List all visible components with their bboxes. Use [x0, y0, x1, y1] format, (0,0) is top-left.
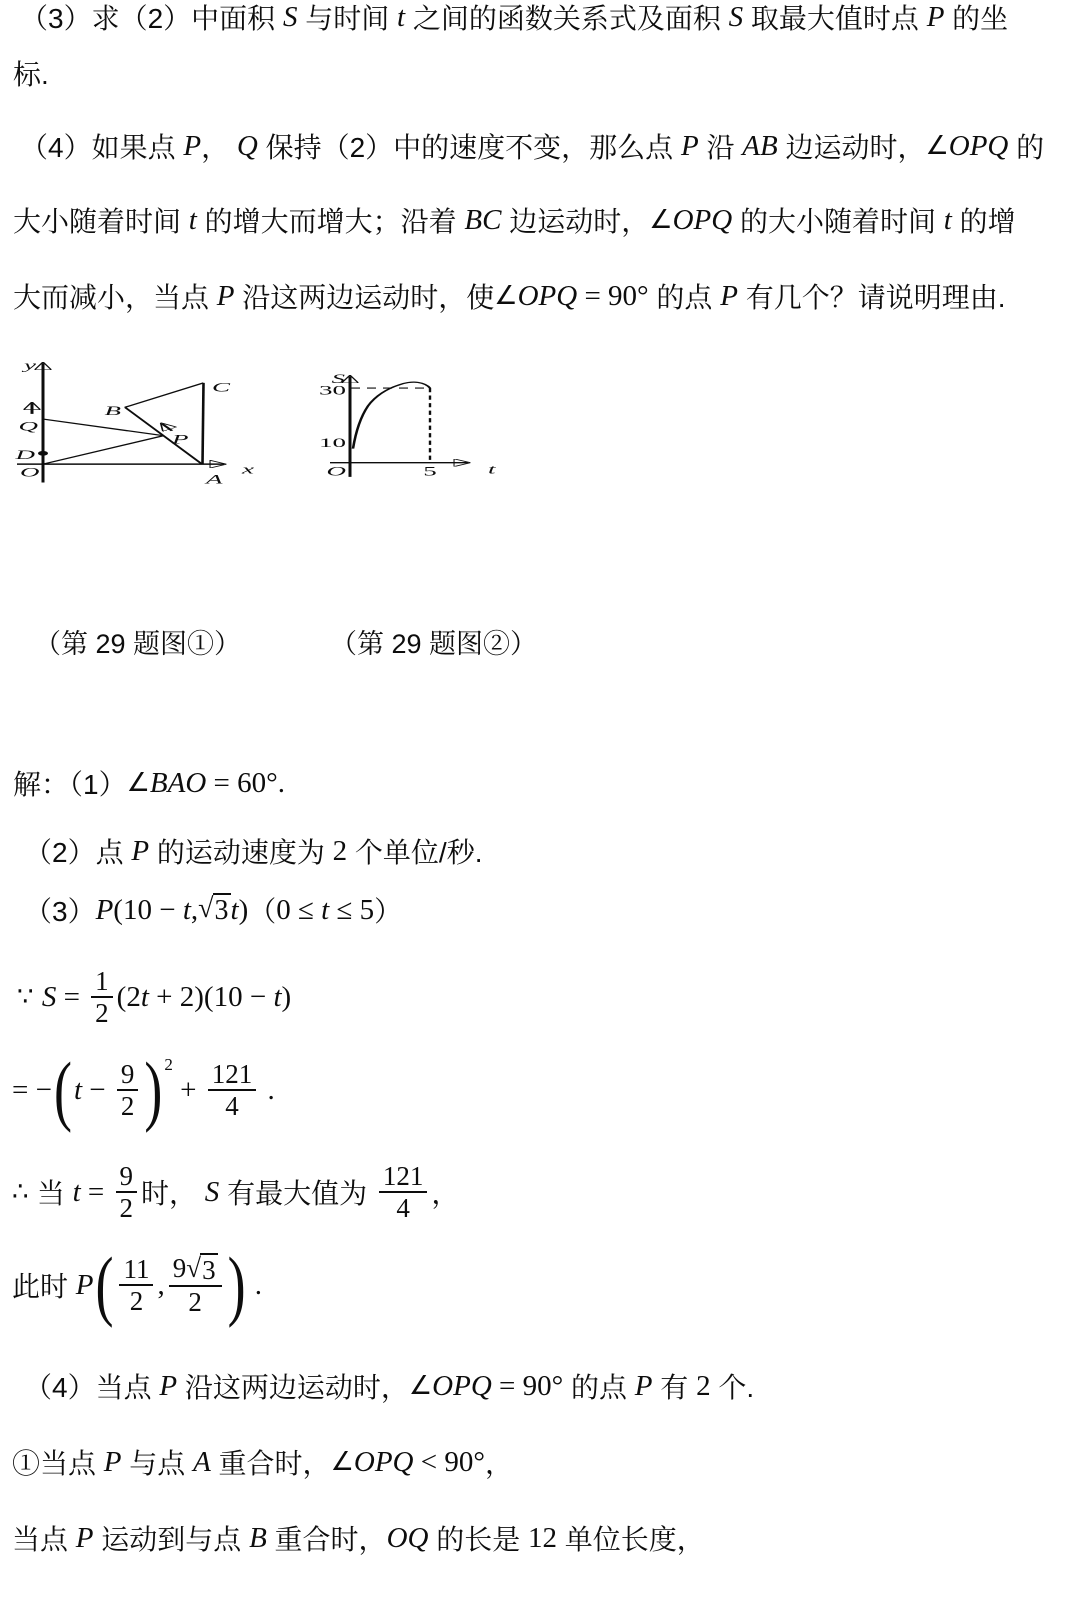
fig1-point-q-label: Q: [18, 418, 38, 434]
fig1-p-motion-arrow: [162, 424, 172, 431]
solution-line-10: 当点 P 运动到与点 B 重合时， OQ 的长是 12 单位长度，: [12, 1521, 705, 1555]
fig1-x-axis-label: x: [242, 462, 254, 477]
problem-line-5: 大而减小，当点 P 沿这两边运动时，使 ∠ OPQ = 90° 的点 P 有几个？请说明理由.: [13, 279, 1006, 313]
fig1-point-a-label: A: [206, 471, 223, 487]
fig2-t-axis-label: t: [488, 462, 496, 477]
solution-line-6: ∴ 当 t = $\frac{9}{2}$ 时， S 有最大值为 $\frac{121}{4}$ ，: [12, 1160, 460, 1223]
solution-line-5: = − ( t − $\frac{9}{2}$ ) 2 + $\frac{121}{4}$ .: [12, 1046, 275, 1134]
problem-line-1: （3）求（2）中面积 S 与时间 t 之间的函数关系式及面积 S 取最大值时点 P 的坐: [20, 0, 1009, 34]
figure1-caption: （第 29 题图①）: [33, 629, 242, 659]
fig2-tick-10: 10: [319, 435, 346, 451]
problem-line-4: 大小随着时间 t 的增大而增大；沿着 BC 边运动时， ∠ OPQ 的大小随着时间 t 的增: [13, 203, 1016, 237]
fig2-origin-label: O: [326, 463, 346, 479]
fig2-s-curve: [353, 382, 430, 449]
fig1-side-ca: [203, 383, 204, 464]
solution-line-2: （2）点 P 的运动速度为 2 个单位/秒.: [24, 834, 483, 868]
problem-line-2: 标.: [13, 59, 49, 90]
fig1-point-d-dot: [38, 451, 48, 456]
fig1-side-bc: [125, 383, 204, 407]
figures-diagram: [0, 350, 560, 660]
problem-line-3: （4）如果点 P ， Q 保持（2）中的速度不变，那么点 P 沿 AB 边运动时， ∠ OPQ 的: [20, 129, 1045, 163]
fig1-segment-op: [43, 436, 164, 464]
fig1-point-b-label: B: [104, 403, 121, 418]
fig1-point-d-label: D: [15, 447, 35, 462]
fig1-origin-label: O: [20, 464, 40, 480]
fig1-y-axis-label: y: [24, 358, 37, 373]
solution-line-9: ①当点 P 与点 A 重合时， ∠ OPQ < 90° ，: [12, 1445, 513, 1479]
solution-line-7: 此时 P ( $\frac{11}{2}$ , 9 √ 3 2 ) .: [12, 1241, 263, 1329]
figure2-caption: （第 29 题图②）: [330, 629, 538, 659]
solution-line-8: （4）当点 P 沿这两边运动时， ∠ OPQ = 90° 的点 P 有 2 个.: [24, 1369, 755, 1403]
fig2-tick-5: 5: [423, 463, 437, 479]
fig2-tick-30: 30: [319, 383, 346, 398]
solution-line-3: （3） P (10 − t , √ 3 t ) （ 0 ≤ t ≤ 5 ）: [24, 893, 403, 927]
solution-line-1: 解：（1） ∠ BAO = 60°.: [13, 766, 285, 800]
solution-line-4: ∵ S = $\frac{1}{2}$ (2 t + 2)(10 − t ): [17, 965, 292, 1028]
fig2-s-axis-label: S: [331, 371, 345, 386]
fig1-point-c-label: C: [212, 379, 231, 395]
fig1-point-p-label: P: [172, 432, 189, 447]
